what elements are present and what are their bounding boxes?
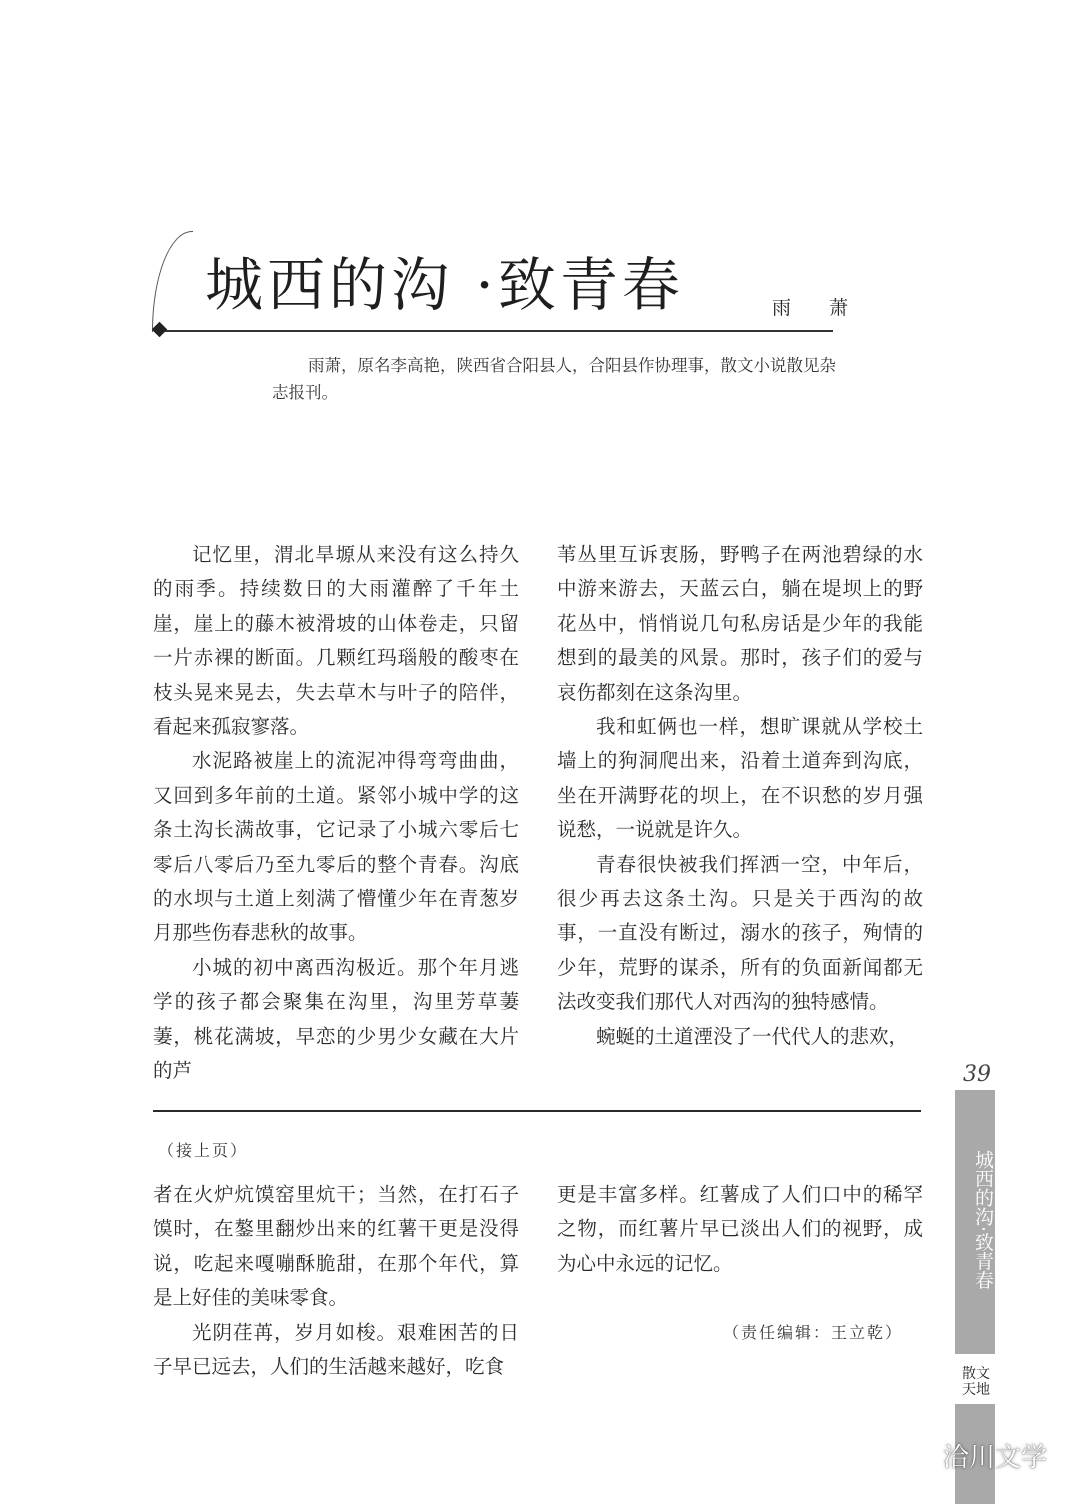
section-label-line2: 天地 <box>962 1382 990 1398</box>
article-author: 雨 萧 <box>772 297 865 319</box>
editor-credit: （责任编辑：王立乾） <box>723 1323 904 1342</box>
watermark <box>895 1432 1047 1478</box>
article-title: 城西的沟 ·致青春 <box>205 251 684 319</box>
paragraph: 我和虹俩也一样，想旷课就从学校土墙上的狗洞爬出来，沿着土道奔到沟底，坐在开满野花的坝上，在不识愁的岁月强说愁，一说就是许久。 <box>557 715 923 842</box>
continued-column-left <box>153 1178 519 1384</box>
wechat-icon <box>895 1438 935 1472</box>
paragraph-continued: 者在火炉炕馍窑里炕干；当然，在打石子馍时，在鏊里翻炒出来的红薯干更是没得说，吃起来嘎嘣酥脆甜，在那个年代，算是上好佳的美味零食。 <box>153 1183 519 1310</box>
side-tab <box>955 1090 995 1354</box>
body-column-right <box>557 538 923 1054</box>
paragraph-continued: 更是丰富多样。红薯成了人们口中的稀罕之物，而红薯片早已淡出人们的视野，成为心中永远的记忆。 <box>557 1183 923 1275</box>
body-column-left <box>153 538 519 1089</box>
title-decorative-arc <box>152 231 193 332</box>
author-bio: 雨萧，原名李高艳，陕西省合阳县人，合阳县作协理事，散文小说散见杂志报刊。 <box>272 356 836 402</box>
section-label-line1: 散文 <box>962 1366 990 1382</box>
title-rule <box>163 330 833 332</box>
side-tab-title: 城西的沟·致青春 <box>972 1150 994 1290</box>
watermark-text: 洽川文学 <box>943 1442 1048 1473</box>
continued-label: （接上页） <box>158 1141 249 1160</box>
section-label <box>958 1366 994 1398</box>
page-number: 39 <box>963 1062 991 1087</box>
paragraph: 青春很快被我们挥洒一空，中年后，很少再去这条土沟。只是关于西沟的故事，一直没有断过，溺水的孩子，殉情的少年，荒野的谋杀，所有的负面新闻都无法改变我们那代人对西沟的独特感情。 <box>557 852 923 1014</box>
paragraph: 光阴荏苒，岁月如梭。艰难困苦的日子早已远去，人们的生活越来越好，吃食 <box>153 1320 519 1379</box>
paragraph: 水泥路被崖上的流泥冲得弯弯曲曲，又回到多年前的土道。紧邻小城中学的这条土沟长满故事，它记录了小城六零后七零后八零后乃至九零后的整个青春。沟底的水坝与土道上刻满了懵懂少年在青葱岁月那些伤春悲秋的故事。 <box>153 749 519 945</box>
paragraph-continued: 苇丛里互诉衷肠，野鸭子在两池碧绿的水中游来游去，天蓝云白，躺在堤坝上的野花丛中，悄悄说几句私房话是少年的我能想到的最美的风景。那时，孩子们的爱与哀伤都刻在这条沟里。 <box>557 543 923 704</box>
paragraph: 记忆里，渭北旱塬从来没有这么持久的雨季。持续数日的大雨灌醉了千年土崖，崖上的藤木被滑坡的山体卷走，只留一片赤裸的断面。几颗红玛瑙般的酸枣在枝头晃来晃去，失去草木与叶子的陪伴，看起来孤寂寥落。 <box>153 543 519 739</box>
paragraph: 蜿蜒的土道湮没了一代代人的悲欢， <box>596 1024 909 1048</box>
continued-column-right <box>557 1178 923 1281</box>
section-rule <box>153 1110 921 1112</box>
paragraph: 小城的初中离西沟极近。那个年月逃学的孩子都会聚集在沟里，沟里芳草萋萋，桃花满坡，早恋的少男少女藏在大片的芦 <box>153 955 519 1083</box>
